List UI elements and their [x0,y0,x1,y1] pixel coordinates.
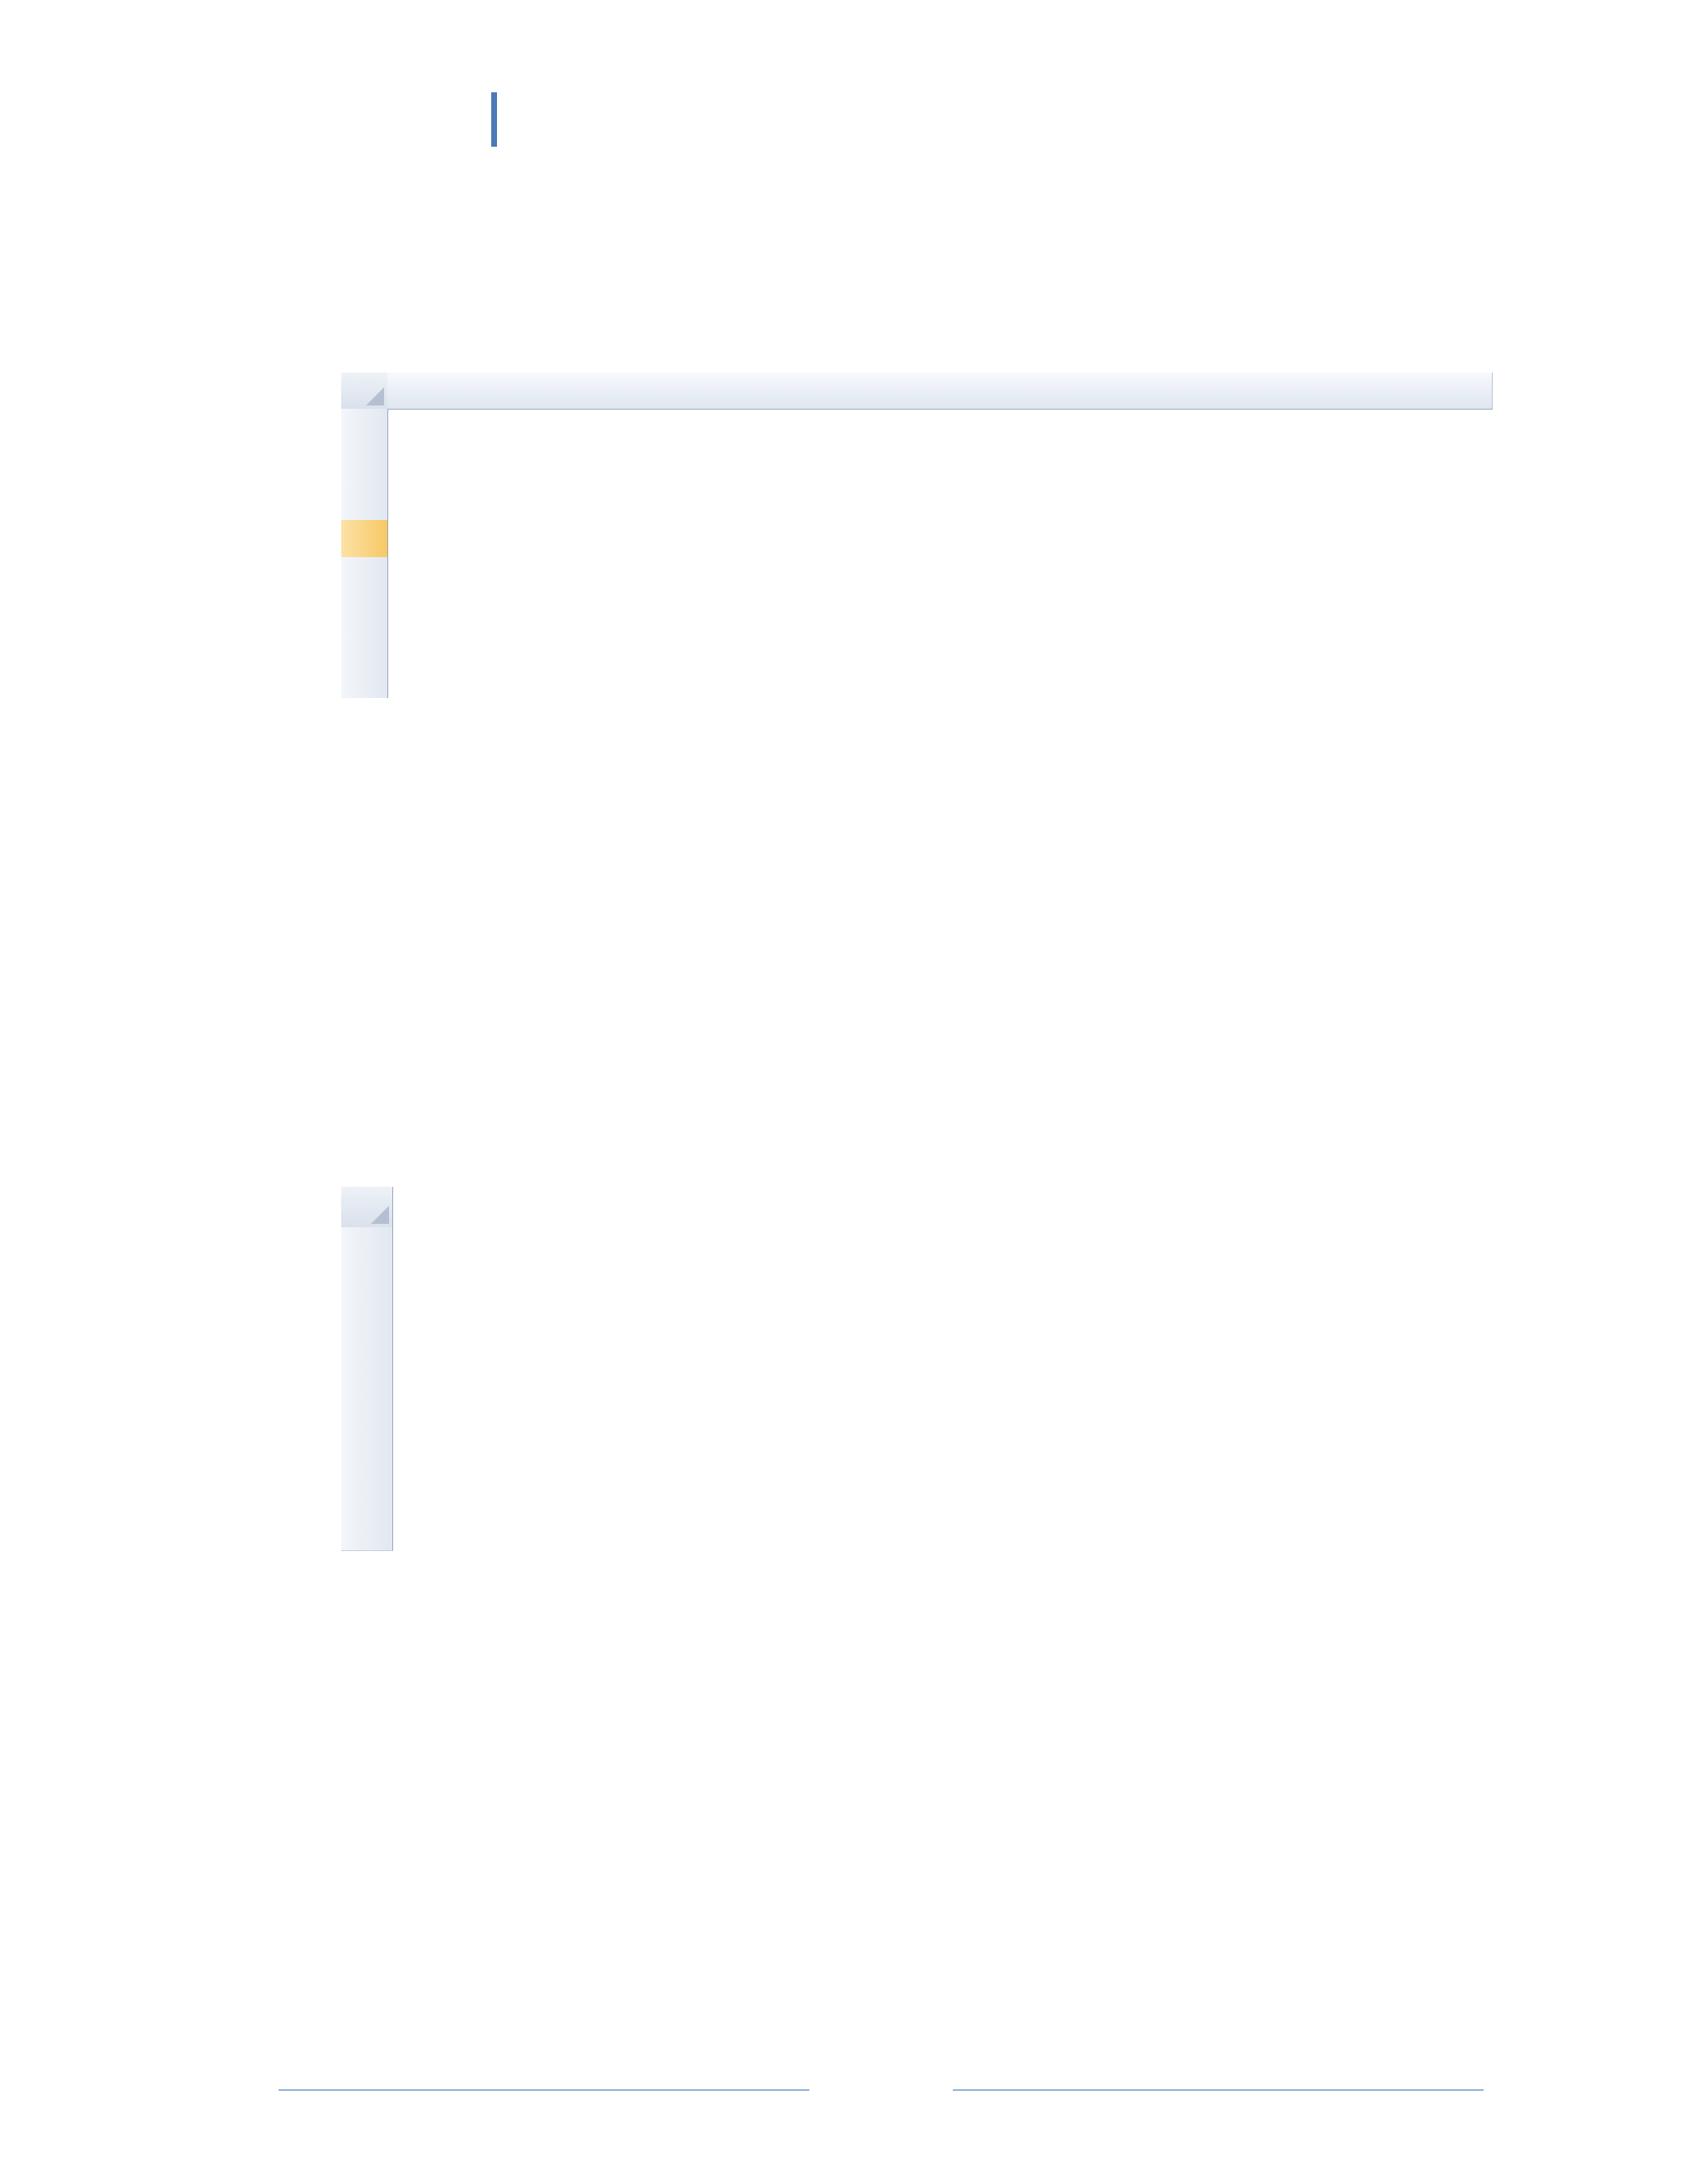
row-header-4[interactable] [341,1348,393,1390]
row-header-8[interactable] [341,1510,393,1551]
row-header-7[interactable] [341,631,388,669]
column-header-c[interactable] [1017,373,1137,410]
row-header-6[interactable] [341,594,388,632]
row-header-3[interactable] [341,1308,393,1349]
select-all-corner[interactable] [341,1187,393,1228]
row-header-5[interactable] [341,1389,393,1430]
row-header-3[interactable] [341,483,388,521]
row-header-1[interactable] [341,1227,393,1268]
row-header-6[interactable] [341,1429,393,1470]
column-header-f[interactable] [1373,373,1493,410]
spreadsheet-goal-seek-status [341,373,1538,698]
footer-rule-left [279,2089,809,2091]
row-header-2[interactable] [341,1268,393,1309]
footer-rule-right [953,2089,1484,2091]
row-header-7[interactable] [341,1469,393,1511]
row-header-8[interactable] [341,668,388,698]
header-divider [491,92,497,147]
select-all-corner[interactable] [341,373,388,410]
row-header-4[interactable] [341,520,388,558]
row-header-5[interactable] [341,557,388,595]
column-header-a[interactable] [387,373,718,410]
spreadsheet-goal-seek [341,1187,1538,1552]
row-header-1[interactable] [341,409,388,447]
column-header-d[interactable] [1136,373,1255,410]
column-header-e[interactable] [1254,373,1374,410]
column-header-b[interactable] [717,373,1018,410]
row-header-2[interactable] [341,446,388,484]
